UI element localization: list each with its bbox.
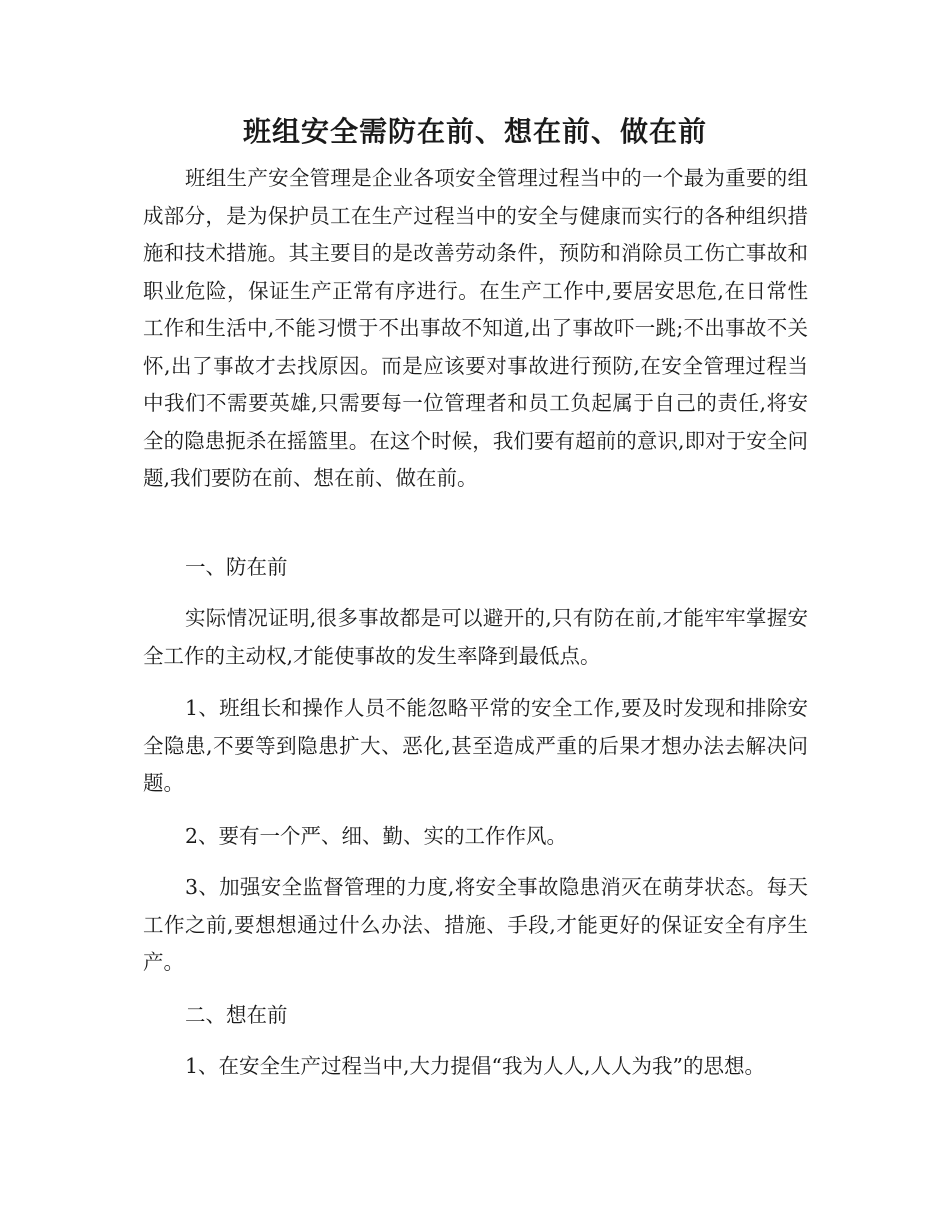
section-1-item-2: 2、要有一个严、细、勤、实的工作作风。	[185, 824, 568, 848]
intro-paragraph: 班组生产安全管理是企业各项安全管理过程当中的一个最为重要的组成部分，是为保护员工在生产过程当中的安全与健康而实行的各种组织措施和技术措施。其主要目的是改善劳动条件，预防和消除员工伤亡事故和职业危险，保证生产正常有序进行。在生产工作中,要居安思危,在日常性工作和生活中,不能习惯于不出事故不知道,出了事故吓一跳;不出事故不关怀,出了事故才去找原因。而是应该要对事故进行预防,在安全管理过程当中我们不需要英雄,只需要每一位管理者和员工负起属于自己的责任,将安全的隐患扼杀在摇篮里。在这个时候，我们要有超前的意识,即对于安全问题,我们要防在前、想在前、做在前。	[143, 166, 808, 490]
section-heading-1: 一、防在前	[185, 555, 288, 579]
section-heading-2: 二、想在前	[185, 1003, 288, 1027]
section-2-item-1: 1、在安全生产过程当中,大力提倡“我为人人,人人为我”的思想。	[185, 1054, 766, 1078]
document-title: 班组安全需防在前、想在前、做在前	[242, 115, 707, 148]
section-1-item-3: 3、加强安全监督管理的力度,将安全事故隐患消灭在萌芽状态。每天工作之前,要想想通过什么办法、措施、手段,才能更好的保证安全有序生产。	[143, 875, 808, 974]
section-1-item-1: 1、班组长和操作人员不能忽略平常的安全工作,要及时发现和排除安全隐患,不要等到隐患扩大、恶化,甚至造成严重的后果才想办法去解决问题。	[143, 696, 808, 795]
section-1-intro: 实际情况证明,很多事故都是可以避开的,只有防在前,才能牢牢掌握安全工作的主动权,才能使事故的发生率降到最低点。	[143, 606, 808, 668]
